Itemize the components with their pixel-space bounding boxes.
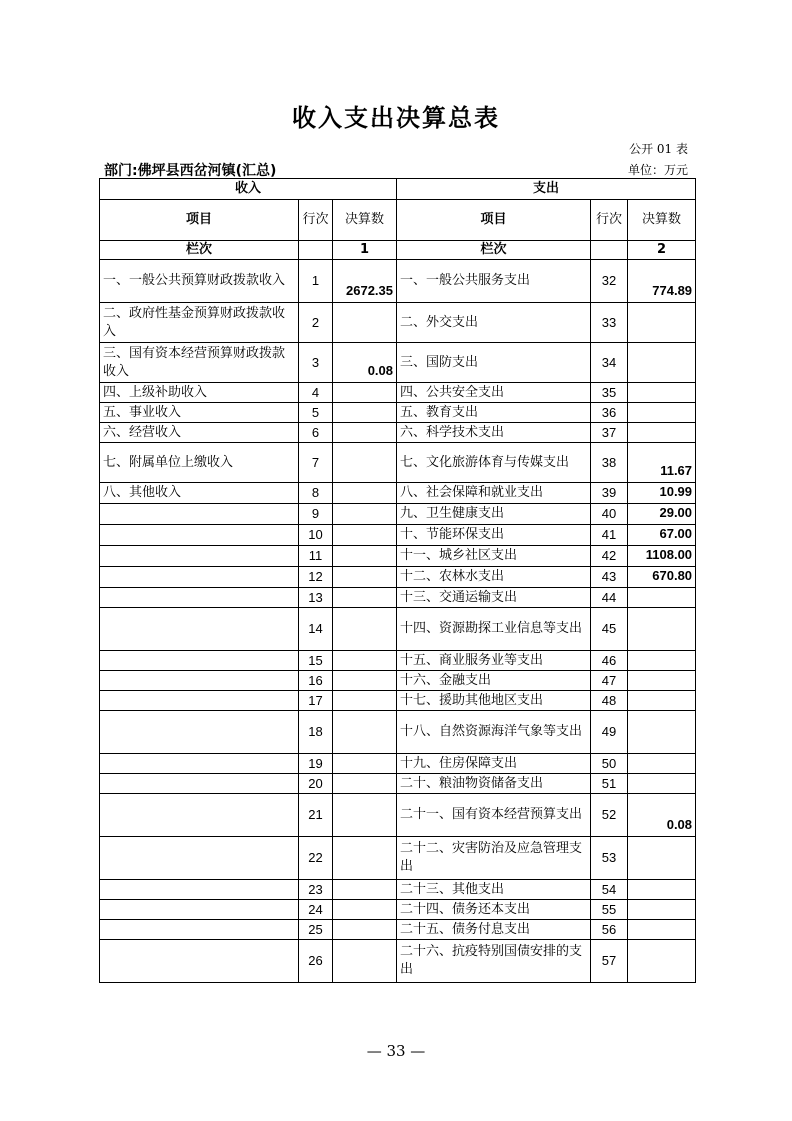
table-row bbox=[100, 504, 696, 525]
expense-line-header: 行次 bbox=[591, 200, 628, 241]
expense-item-cell: 九、卫生健康支出 bbox=[397, 504, 591, 525]
income-line-cell: 17 bbox=[299, 691, 333, 711]
income-col-label: 栏次 bbox=[100, 241, 299, 260]
expense-item-cell: 二十五、债务付息支出 bbox=[397, 920, 591, 940]
income-line-cell: 24 bbox=[299, 900, 333, 920]
expense-line-cell: 39 bbox=[591, 483, 628, 504]
income-item-cell: 一、一般公共预算财政拨款收入 bbox=[100, 260, 299, 303]
page-title: 收入支出决算总表 bbox=[292, 104, 500, 132]
income-item-cell bbox=[100, 525, 299, 546]
expense-item-cell: 二十六、抗疫特别国债安排的支出 bbox=[397, 940, 591, 983]
income-item-cell: 二、政府性基金预算财政拨款收入 bbox=[100, 303, 299, 343]
expense-amount-cell: 774.89 bbox=[628, 260, 696, 303]
expense-item-cell: 七、文化旅游体育与传媒支出 bbox=[397, 443, 591, 483]
expense-item-cell: 十九、住房保障支出 bbox=[397, 754, 591, 774]
expense-amount-cell bbox=[628, 608, 696, 651]
income-amount-cell bbox=[333, 525, 397, 546]
expense-amount-cell bbox=[628, 403, 696, 423]
income-amount-cell bbox=[333, 546, 397, 567]
expense-item-cell: 二十、粮油物资储备支出 bbox=[397, 774, 591, 794]
expense-line-cell: 35 bbox=[591, 383, 628, 403]
table-row bbox=[100, 383, 696, 403]
income-line-cell: 21 bbox=[299, 794, 333, 837]
expense-amount-cell bbox=[628, 383, 696, 403]
income-amount-cell bbox=[333, 920, 397, 940]
expense-amount-cell bbox=[628, 588, 696, 608]
income-line-cell: 13 bbox=[299, 588, 333, 608]
income-expense-table bbox=[99, 178, 696, 983]
table-row bbox=[100, 920, 696, 940]
income-amount-cell bbox=[333, 443, 397, 483]
expense-line-cell: 47 bbox=[591, 671, 628, 691]
income-line-header: 行次 bbox=[299, 200, 333, 241]
table-row bbox=[100, 525, 696, 546]
expense-amount-cell bbox=[628, 754, 696, 774]
expense-line-cell: 37 bbox=[591, 423, 628, 443]
expense-section-header: 支出 bbox=[397, 179, 696, 200]
table-row bbox=[100, 423, 696, 443]
expense-amount-cell: 670.80 bbox=[628, 567, 696, 588]
expense-line-cell: 54 bbox=[591, 880, 628, 900]
income-item-cell bbox=[100, 774, 299, 794]
expense-line-cell: 50 bbox=[591, 754, 628, 774]
income-item-header: 项目 bbox=[100, 200, 299, 241]
table-row bbox=[100, 483, 696, 504]
income-line-cell: 9 bbox=[299, 504, 333, 525]
income-amount-cell bbox=[333, 651, 397, 671]
income-item-cell bbox=[100, 940, 299, 983]
income-line-cell: 16 bbox=[299, 671, 333, 691]
income-item-cell: 六、经营收入 bbox=[100, 423, 299, 443]
income-line-cell: 2 bbox=[299, 303, 333, 343]
table-row bbox=[100, 794, 696, 837]
income-amount-cell bbox=[333, 774, 397, 794]
expense-amount-cell bbox=[628, 837, 696, 880]
income-item-cell: 五、事业收入 bbox=[100, 403, 299, 423]
expense-amount-cell: 0.08 bbox=[628, 794, 696, 837]
income-line-cell: 12 bbox=[299, 567, 333, 588]
form-number: 公开 01 表 bbox=[629, 142, 688, 156]
income-amount-cell bbox=[333, 691, 397, 711]
expense-line-cell: 56 bbox=[591, 920, 628, 940]
table-row bbox=[100, 940, 696, 983]
expense-line-cell: 48 bbox=[591, 691, 628, 711]
income-line-cell: 20 bbox=[299, 774, 333, 794]
income-amount-cell: 0.08 bbox=[333, 343, 397, 383]
table-row bbox=[100, 588, 696, 608]
section-header-row bbox=[100, 179, 696, 200]
income-amount-cell bbox=[333, 423, 397, 443]
income-line-cell: 19 bbox=[299, 754, 333, 774]
income-item-cell bbox=[100, 588, 299, 608]
expense-item-cell: 十三、交通运输支出 bbox=[397, 588, 591, 608]
table-row bbox=[100, 403, 696, 423]
table-row bbox=[100, 774, 696, 794]
expense-line-cell: 57 bbox=[591, 940, 628, 983]
expense-line-cell: 43 bbox=[591, 567, 628, 588]
expense-item-cell: 十二、农林水支出 bbox=[397, 567, 591, 588]
expense-item-cell: 二十四、债务还本支出 bbox=[397, 900, 591, 920]
expense-line-cell: 49 bbox=[591, 711, 628, 754]
expense-amount-cell: 1108.00 bbox=[628, 546, 696, 567]
expense-line-cell: 44 bbox=[591, 588, 628, 608]
income-line-cell: 23 bbox=[299, 880, 333, 900]
income-amount-cell bbox=[333, 880, 397, 900]
expense-amount-cell bbox=[628, 774, 696, 794]
income-line-cell: 14 bbox=[299, 608, 333, 651]
income-item-cell: 八、其他收入 bbox=[100, 483, 299, 504]
table-row bbox=[100, 837, 696, 880]
income-item-cell bbox=[100, 671, 299, 691]
expense-item-cell: 五、教育支出 bbox=[397, 403, 591, 423]
expense-line-cell: 41 bbox=[591, 525, 628, 546]
income-line-cell: 11 bbox=[299, 546, 333, 567]
column-index-row bbox=[100, 241, 696, 260]
income-item-cell bbox=[100, 567, 299, 588]
expense-item-cell: 一、一般公共服务支出 bbox=[397, 260, 591, 303]
income-item-cell bbox=[100, 691, 299, 711]
expense-line-cell: 53 bbox=[591, 837, 628, 880]
income-item-cell bbox=[100, 754, 299, 774]
table-row bbox=[100, 303, 696, 343]
expense-item-cell: 十六、金融支出 bbox=[397, 671, 591, 691]
income-item-cell: 七、附属单位上缴收入 bbox=[100, 443, 299, 483]
income-item-cell bbox=[100, 880, 299, 900]
expense-line-cell: 46 bbox=[591, 651, 628, 671]
expense-line-cell: 34 bbox=[591, 343, 628, 383]
income-amount-cell: 2672.35 bbox=[333, 260, 397, 303]
table-row bbox=[100, 443, 696, 483]
income-item-cell: 三、国有资本经营预算财政拨款收入 bbox=[100, 343, 299, 383]
income-amount-header: 决算数 bbox=[333, 200, 397, 241]
table-row bbox=[100, 880, 696, 900]
income-line-cell: 5 bbox=[299, 403, 333, 423]
table-row bbox=[100, 546, 696, 567]
income-item-cell: 四、上级补助收入 bbox=[100, 383, 299, 403]
table-row bbox=[100, 754, 696, 774]
expense-line-cell: 55 bbox=[591, 900, 628, 920]
expense-amount-cell: 29.00 bbox=[628, 504, 696, 525]
income-line-cell: 26 bbox=[299, 940, 333, 983]
expense-line-cell: 40 bbox=[591, 504, 628, 525]
income-line-cell: 15 bbox=[299, 651, 333, 671]
expense-amount-cell: 67.00 bbox=[628, 525, 696, 546]
expense-amount-cell bbox=[628, 671, 696, 691]
income-item-cell bbox=[100, 900, 299, 920]
income-amount-cell bbox=[333, 608, 397, 651]
expense-line-cell: 52 bbox=[591, 794, 628, 837]
unit-label: 单位：万元 bbox=[627, 163, 688, 177]
income-amount-cell bbox=[333, 940, 397, 983]
table-row bbox=[100, 671, 696, 691]
income-amount-cell bbox=[333, 567, 397, 588]
income-amount-cell bbox=[333, 837, 397, 880]
expense-amount-cell bbox=[628, 303, 696, 343]
expense-amount-header: 决算数 bbox=[628, 200, 696, 241]
income-amount-cell bbox=[333, 794, 397, 837]
expense-col-label: 栏次 bbox=[397, 241, 591, 260]
income-amount-cell bbox=[333, 671, 397, 691]
income-item-cell bbox=[100, 608, 299, 651]
expense-amount-cell bbox=[628, 711, 696, 754]
income-item-cell bbox=[100, 546, 299, 567]
expense-col-index: 2 bbox=[628, 241, 696, 260]
income-amount-cell bbox=[333, 588, 397, 608]
expense-item-cell: 二十二、灾害防治及应急管理支出 bbox=[397, 837, 591, 880]
income-line-cell: 3 bbox=[299, 343, 333, 383]
expense-line-cell: 51 bbox=[591, 774, 628, 794]
expense-item-cell: 十五、商业服务业等支出 bbox=[397, 651, 591, 671]
income-line-cell: 18 bbox=[299, 711, 333, 754]
income-item-cell bbox=[100, 794, 299, 837]
income-item-cell bbox=[100, 837, 299, 880]
expense-item-cell: 八、社会保障和就业支出 bbox=[397, 483, 591, 504]
income-col-index: 1 bbox=[333, 241, 397, 260]
table-row bbox=[100, 711, 696, 754]
income-item-cell bbox=[100, 504, 299, 525]
income-col-blank bbox=[299, 241, 333, 260]
expense-item-cell: 二十三、其他支出 bbox=[397, 880, 591, 900]
income-amount-cell bbox=[333, 303, 397, 343]
expense-amount-cell bbox=[628, 880, 696, 900]
expense-item-cell: 十、节能环保支出 bbox=[397, 525, 591, 546]
expense-item-cell: 十一、城乡社区支出 bbox=[397, 546, 591, 567]
income-line-cell: 25 bbox=[299, 920, 333, 940]
income-line-cell: 22 bbox=[299, 837, 333, 880]
income-line-cell: 7 bbox=[299, 443, 333, 483]
expense-col-blank bbox=[591, 241, 628, 260]
table-body bbox=[100, 260, 696, 983]
expense-item-header: 项目 bbox=[397, 200, 591, 241]
income-amount-cell bbox=[333, 754, 397, 774]
expense-line-cell: 42 bbox=[591, 546, 628, 567]
expense-amount-cell bbox=[628, 920, 696, 940]
income-line-cell: 10 bbox=[299, 525, 333, 546]
income-amount-cell bbox=[333, 483, 397, 504]
expense-item-cell: 四、公共安全支出 bbox=[397, 383, 591, 403]
expense-amount-cell bbox=[628, 691, 696, 711]
department-label: 部门:佛坪县西岔河镇(汇总) bbox=[104, 163, 277, 179]
expense-item-cell: 十七、援助其他地区支出 bbox=[397, 691, 591, 711]
expense-item-cell: 二十一、国有资本经营预算支出 bbox=[397, 794, 591, 837]
expense-item-cell: 二、外交支出 bbox=[397, 303, 591, 343]
table-row bbox=[100, 651, 696, 671]
income-line-cell: 4 bbox=[299, 383, 333, 403]
table-row bbox=[100, 343, 696, 383]
expense-item-cell: 十八、自然资源海洋气象等支出 bbox=[397, 711, 591, 754]
income-item-cell bbox=[100, 920, 299, 940]
expense-line-cell: 38 bbox=[591, 443, 628, 483]
page-number: — 33 — bbox=[366, 1042, 426, 1060]
expense-amount-cell bbox=[628, 940, 696, 983]
table-row bbox=[100, 567, 696, 588]
income-amount-cell bbox=[333, 403, 397, 423]
column-header-row bbox=[100, 200, 696, 241]
expense-line-cell: 45 bbox=[591, 608, 628, 651]
expense-amount-cell: 10.99 bbox=[628, 483, 696, 504]
income-line-cell: 8 bbox=[299, 483, 333, 504]
expense-amount-cell bbox=[628, 343, 696, 383]
income-amount-cell bbox=[333, 900, 397, 920]
income-amount-cell bbox=[333, 504, 397, 525]
table-row bbox=[100, 260, 696, 303]
income-amount-cell bbox=[333, 383, 397, 403]
expense-amount-cell bbox=[628, 423, 696, 443]
expense-item-cell: 六、科学技术支出 bbox=[397, 423, 591, 443]
expense-line-cell: 33 bbox=[591, 303, 628, 343]
table-row bbox=[100, 691, 696, 711]
expense-line-cell: 36 bbox=[591, 403, 628, 423]
table-row bbox=[100, 608, 696, 651]
expense-amount-cell: 11.67 bbox=[628, 443, 696, 483]
income-section-header: 收入 bbox=[100, 179, 397, 200]
income-line-cell: 6 bbox=[299, 423, 333, 443]
income-item-cell bbox=[100, 651, 299, 671]
income-line-cell: 1 bbox=[299, 260, 333, 303]
expense-item-cell: 三、国防支出 bbox=[397, 343, 591, 383]
expense-item-cell: 十四、资源勘探工业信息等支出 bbox=[397, 608, 591, 651]
income-amount-cell bbox=[333, 711, 397, 754]
expense-line-cell: 32 bbox=[591, 260, 628, 303]
income-item-cell bbox=[100, 711, 299, 754]
expense-amount-cell bbox=[628, 651, 696, 671]
expense-amount-cell bbox=[628, 900, 696, 920]
table-row bbox=[100, 900, 696, 920]
